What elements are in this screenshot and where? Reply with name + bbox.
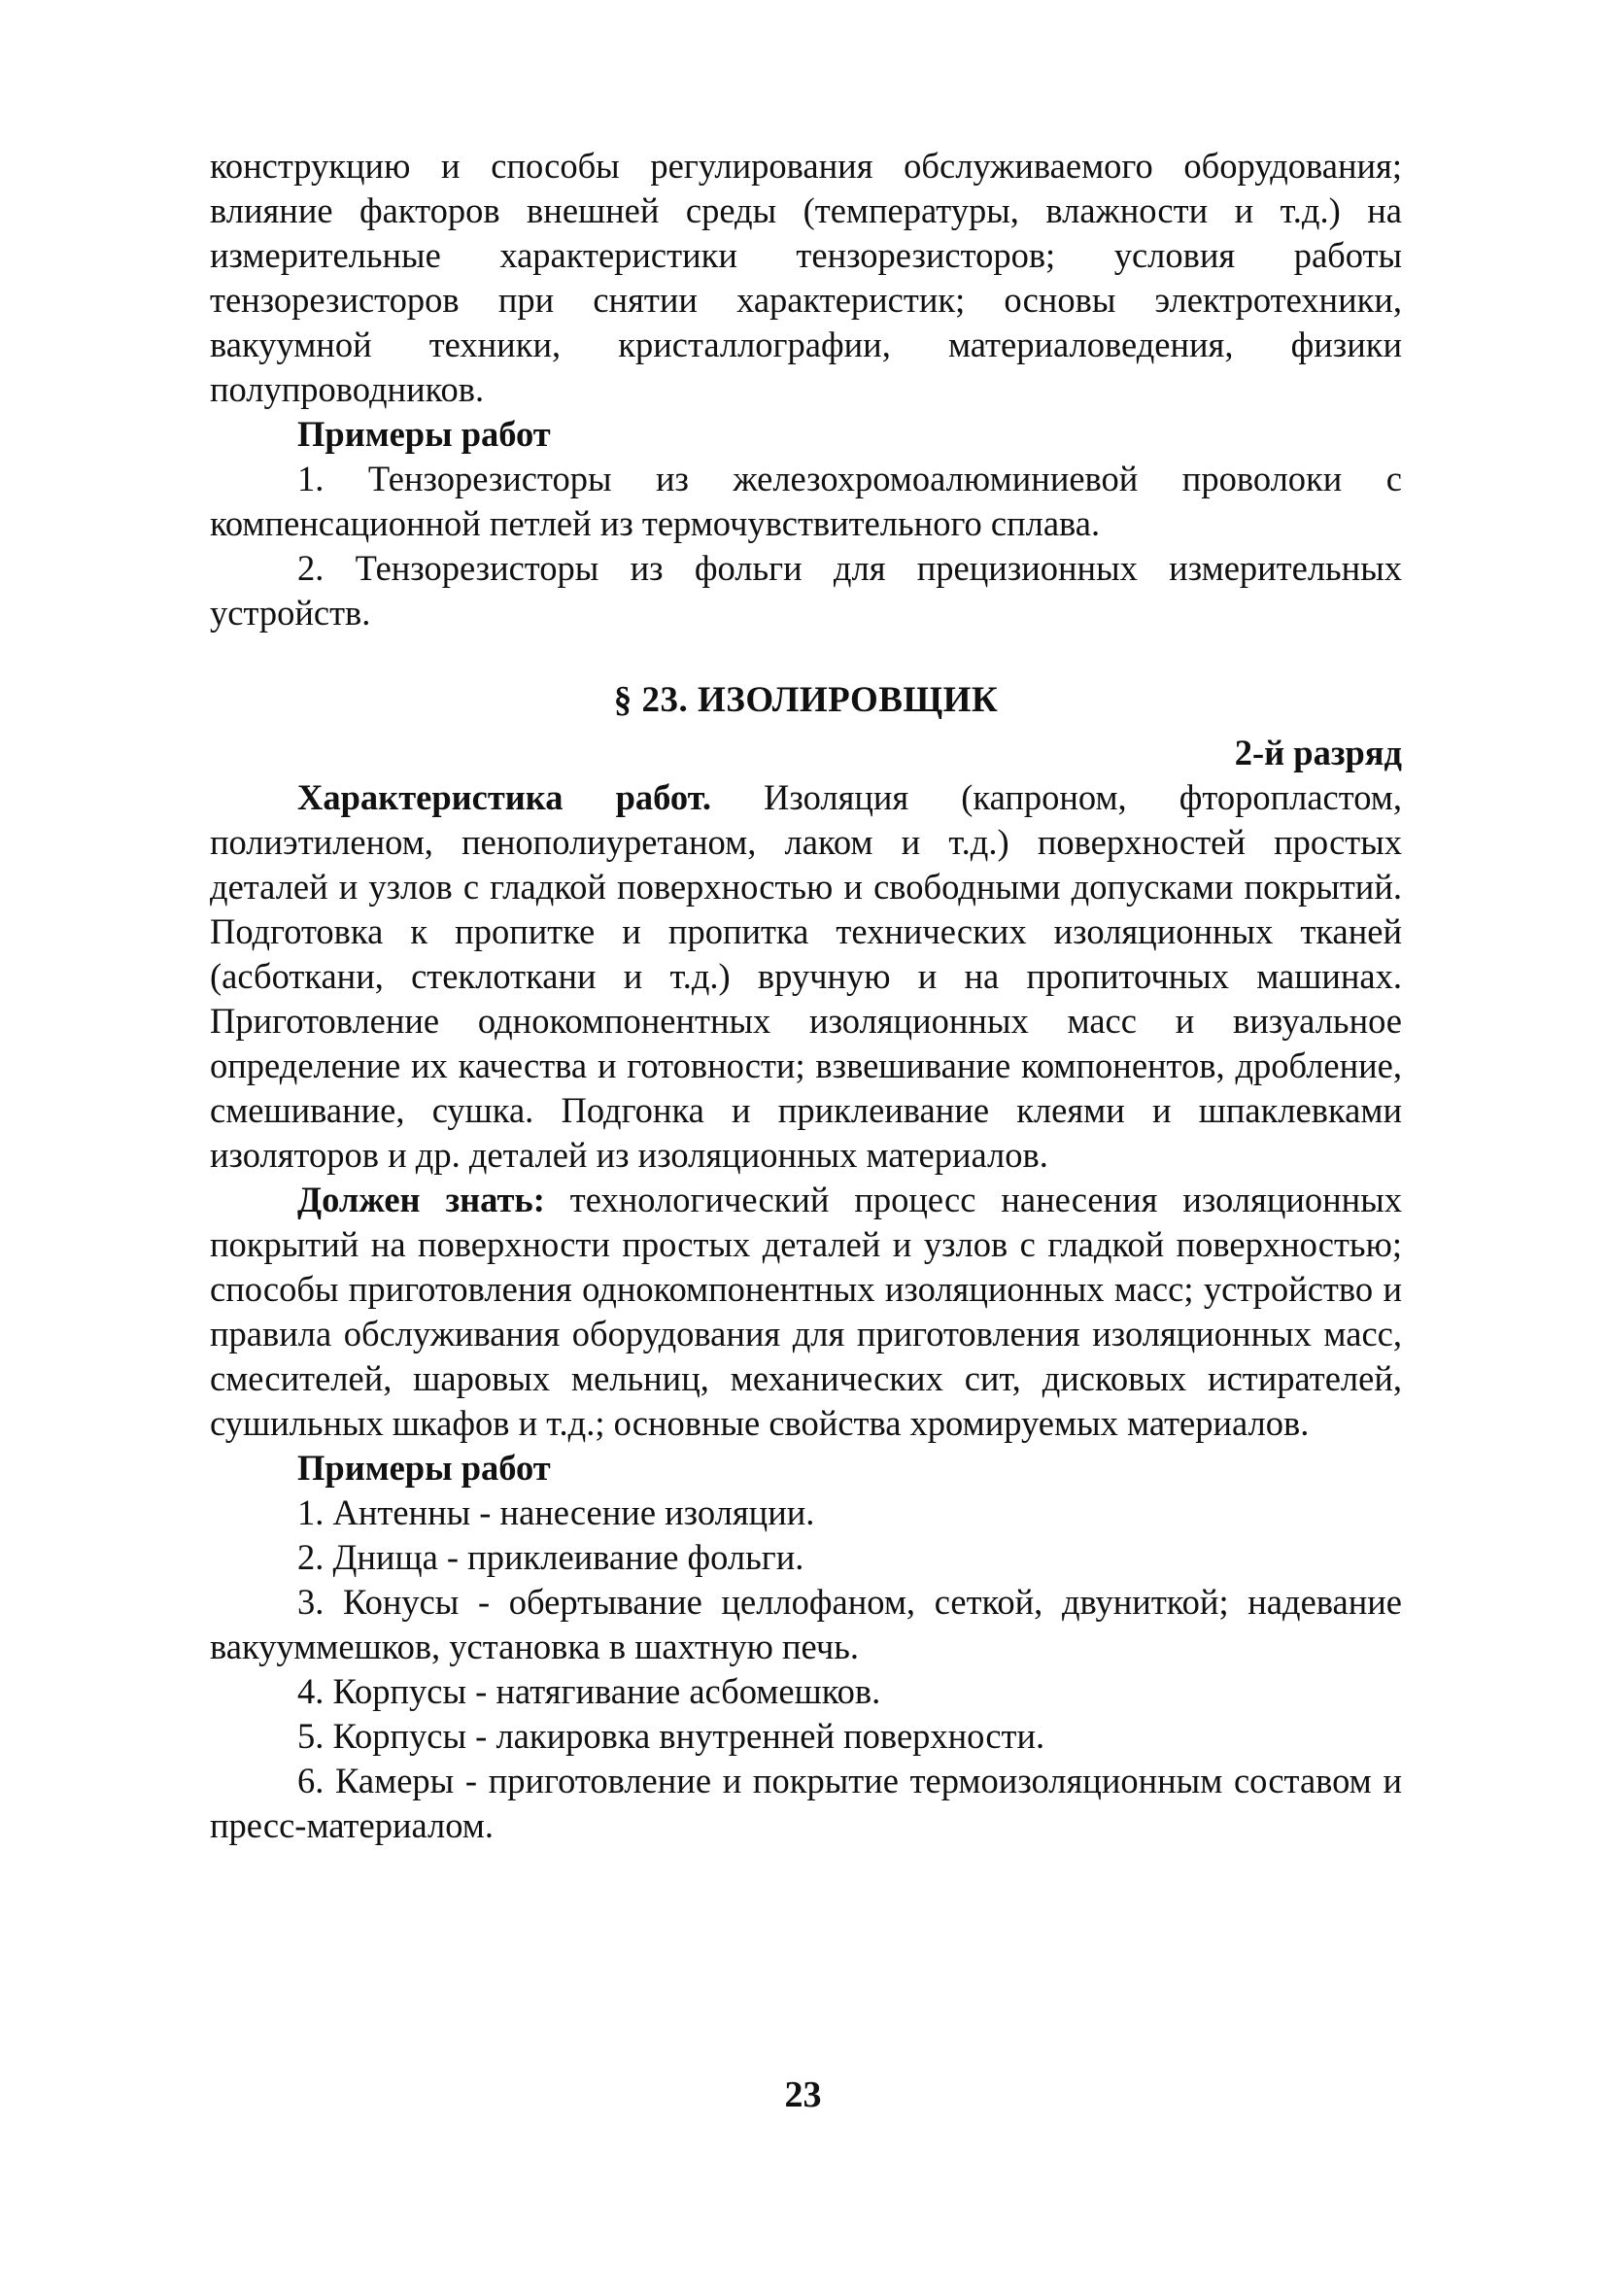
page-number: 23 <box>784 2074 822 2115</box>
example-item-1: 1. Антенны - нанесение изоляции. <box>297 1492 815 1532</box>
example-item-5: 5. Корпусы - лакировка внутренней поверхности. <box>297 1716 1045 1756</box>
page-content <box>210 144 1402 1848</box>
examples-heading-top: Примеры работ <box>297 414 551 454</box>
characteristics-text: Изоляция (капроном, фторопластом, полиэтиленом, пенополиуретаном, лаком и т.д.) поверхностей простых деталей и узлов с гладкой поверхностью и свободными допусками покрытий. Подготовка к пропитке и пропитка технических изоляционных тканей (асботкани, стеклоткани и т.д.) вручную и на пропиточных машинах. Приготовление однокомпонентных изоляционных масс и визуальное определение их качества и готовности; взвешивание компонентов, дробление, смешивание, сушка. Подгонка и приклеивание клеями и шпаклевками изоляторов и др. деталей из изоляционных материалов. <box>210 777 1402 1175</box>
characteristics-paragraph <box>210 775 1402 1178</box>
example-item-3: 3. Конусы - обертывание целлофаном, сеткой, двуниткой; надевание вакууммешков, установка в шахтную печь. <box>210 1582 1402 1666</box>
example-item-top-1: 1. Тензорезисторы из железохромоалюминиевой проволоки с компенсационной петлей из термочувствительного сплава. <box>210 459 1402 543</box>
example-item-6: 6. Камеры - приготовление и покрытие термоизоляционным составом и пресс-материалом. <box>210 1761 1402 1845</box>
example-item-top-2: 2. Тензорезисторы из фольги для прецизионных измерительных устройств. <box>210 548 1402 633</box>
knowledge-text: технологический процесс нанесения изоляционных покрытий на поверхности простых деталей и узлов с гладкой поверхностью; способы приготовления однокомпонентных изоляционных масс; устройство и правила обслуживания оборудования для приготовления изоляционных масс, смесителей, шаровых мельниц, механических сит, дисковых истирателей, сушильных шкафов и т.д.; основные свойства хромируемых материалов. <box>210 1180 1402 1443</box>
example-item-2: 2. Днища - приклеивание фольги. <box>297 1537 804 1577</box>
section-title: § 23. ИЗОЛИРОВЩИК <box>613 680 999 720</box>
continued-paragraph: конструкцию и способы регулирования обслуживаемого оборудования; влияние факторов внешней среды (температуры, влажности и т.д.) на измерительные характеристики тензорезисторов; условия работы тензорезисторов при снятии характеристик; основы электротехники, вакуумной техники, кристаллографии, материаловедения, физики полупроводников. <box>210 146 1402 409</box>
grade-label: 2-й разряд <box>1234 733 1402 772</box>
example-item-4: 4. Корпусы - натягивание асбомешков. <box>297 1671 881 1711</box>
examples-heading: Примеры работ <box>297 1448 551 1488</box>
knowledge-label: Должен знать: <box>297 1180 545 1219</box>
characteristics-label: Характеристика работ. <box>297 777 711 817</box>
knowledge-paragraph <box>210 1178 1402 1446</box>
